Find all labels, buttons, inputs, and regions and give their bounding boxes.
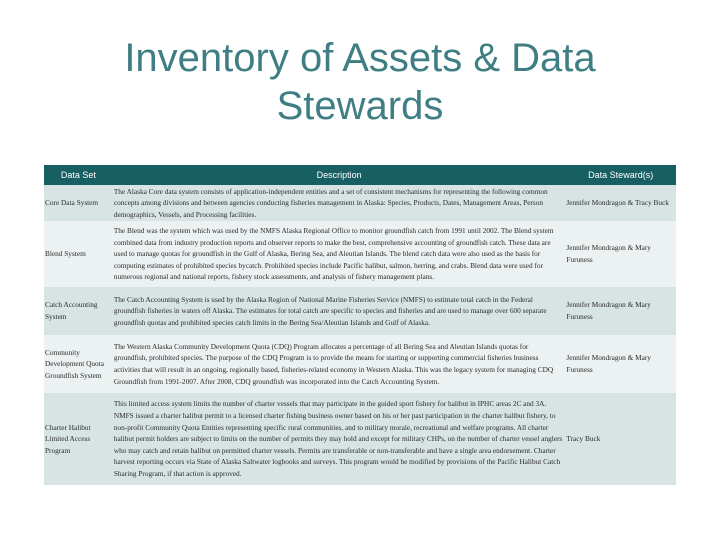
cell-data-set: Catch Accounting System <box>44 287 113 335</box>
cell-stewards: Jennifer Mondragon & Mary Furuness <box>565 221 676 287</box>
header-data-set: Data Set <box>60 170 96 180</box>
cell-description: The Catch Accounting System is used by the Alaska Region of National Marine Fisheries Service (NMFS) to estimate total catch in the Federal groundfish fisheries in waters off Alaska. The estimates for total catch are specific to species and fisheries and are used to manage over 600 separate groundfish quotas and prohibited species catch limits in the Bering Sea/Aleutian Islands and Gulf of Alaska. <box>113 287 566 335</box>
table-row <box>44 185 676 221</box>
slide-title: Inventory of Assets & Data Stewards <box>124 36 596 128</box>
cell-stewards: Jennifer Mondragon & Mary Furuness <box>565 335 676 393</box>
table-header-row <box>44 165 676 185</box>
cell-data-set: Charter Halibut Limited Access Program <box>44 393 113 485</box>
cell-data-set: Blend System <box>44 221 113 287</box>
header-description: Description <box>316 170 362 180</box>
cell-stewards: Jennifer Mondragon & Mary Furuness <box>565 287 676 335</box>
table-row <box>44 287 676 335</box>
cell-data-set: Core Data System <box>44 185 113 221</box>
header-data-stewards: Data Steward(s) <box>588 170 654 180</box>
cell-description: The Western Alaska Community Development Quota (CDQ) Program allocates a percentage of all Bering Sea and Aleutian Islands quotas for groundfish, prohibited species. The purpose of the CDQ Program is to provide the means for starting or supporting commercial fisheries business activities that will result in an ongoing, regionally based, fisheries-related economy in Western Alaska. This was the legacy system for managing CDQ Groundfish from 1991-2007. After 2008, CDQ groundfish was incorporated into the Catch Accounting System. <box>113 335 566 393</box>
table-row <box>44 335 676 393</box>
cell-stewards: Jennifer Mondragon & Tracy Buck <box>565 185 676 221</box>
table-row <box>44 393 676 485</box>
cell-description: This limited access system limits the number of charter vessels that may participate in the guided sport fishery for halibut in IPHC areas 2C and 3A. NMFS issued a charter halibut permit to a licensed charter fishing business owner based on his or her past participation in the charter halibut fishery, to non-profit Community Quota Entities representing specific rural communities, and to military morale, recreational and welfare programs. All charter halibut permit holders are subject to limits on the number of permits they may hold and except for military CHPs, on the number of charter vessel anglers who may catch and retain halibut on permitted charter vessels. Permits are transferable or non-transferable and have a single area endorsement. Charter harvest reporting occurs via State of Alaska Saltwater logbooks and surveys. This program would be modified by provisions of the Pacific Halibut Catch Sharing Program, if that action is approved. <box>113 393 566 485</box>
assets-table <box>44 165 676 485</box>
table-row <box>44 221 676 287</box>
cell-stewards: Tracy Buck <box>565 393 676 485</box>
cell-data-set: Community Development Quota Groundfish System <box>44 335 113 393</box>
cell-description: The Blend was the system which was used by the NMFS Alaska Regional Office to monitor groundfish catch from 1991 until 2002. The Blend system combined data from industry production reports and observer reports to make the best, comprehensive accounting of groundfish catch. These data are used to manage quotas for groundfish in the Gulf of Alaska, Bering Sea, and Aleutian Islands. The blend catch data were also used as the basis for computing estimates of prohibited species bycatch. Prohibited species include Pacific halibut, salmon, herring, and crabs. Blend data were used for numerous regional and national reports, fishery stock assessments, and analysis of fishery management plans. <box>113 221 566 287</box>
cell-description: The Alaska Core data system consists of application-independent entities and a set of consistent mechanisms for representing the following common concepts among divisions and between agencies conducting fisheries management in Alaska: Species, Products, Dates, Management Areas, Person demographics, Vessels, and Processing facilities. <box>113 185 566 221</box>
